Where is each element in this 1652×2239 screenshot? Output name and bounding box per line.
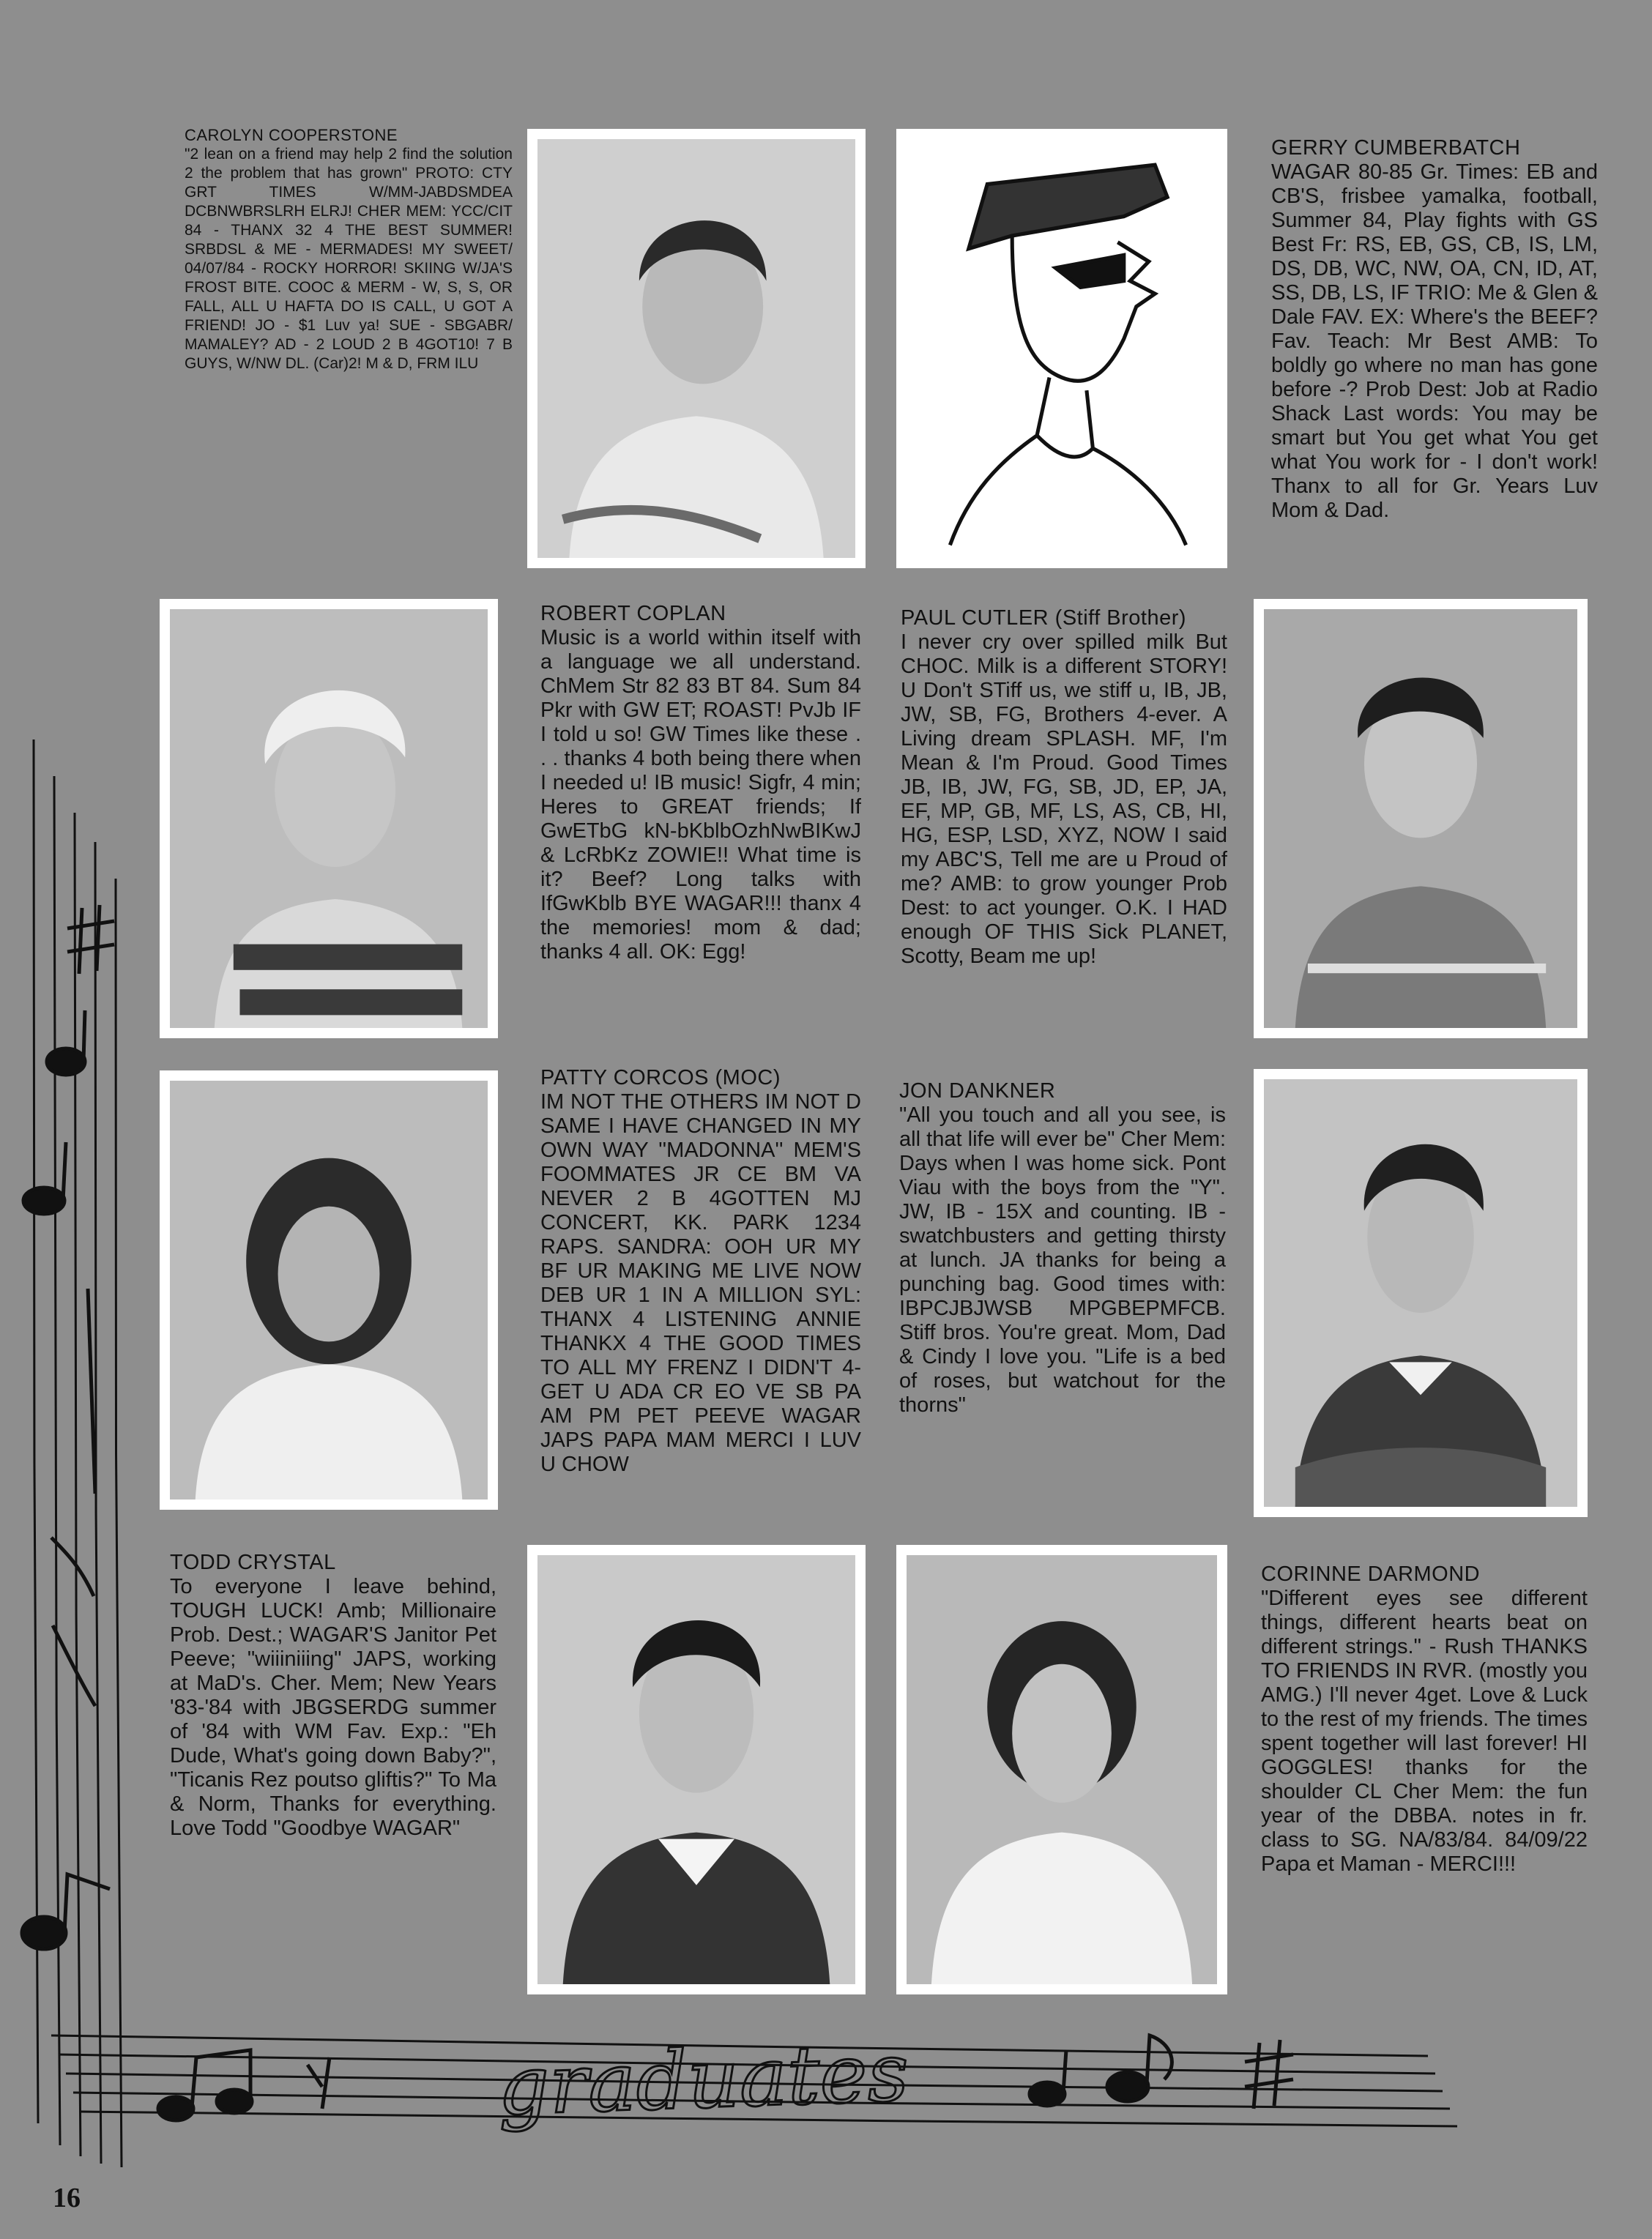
student-bio (1261, 1562, 1588, 1877)
portrait-silhouette-icon (170, 1081, 488, 1500)
student-bio (1271, 136, 1598, 523)
student-text: To everyone I leave behind, TOUGH LUCK! Amb; Millionaire Prob. Dest.; WAGAR'S Janitor Pet Peeve; "wiiiniiing" JAPS, working at MaD's. Cher. Mem; New Years '83-'84 with JBGSERDG summer of '84 with WM Fav. Exp.: "Eh Dude, What's going down Baby?", "Ticanis Rez poutso gliftis?" To Ma & Norm, Thanks for everything. Love Todd "Goodbye WAGAR" (170, 1575, 496, 1840)
student-text: Music is a world within itself with a language we all understand. ChMem Str 82 83 BT 84. Sum 84 Pkr with GW ET; ROAST! PvJb IF I told u so! GW Times like these . . . thanks 4 both being there when I needed u! IB music! Sigfr, 4 min; Heres to GREAT friends; If GwETbG kN-bKblbOzhNwBIKwJ & LcRbKz ZOWIE!! What time is it? Beef? Long talks with IfGwKblb BYE WAGAR!!! thanx 4 the memories! mom & dad; thanks 4 all. OK: Egg! (540, 626, 861, 964)
student-text: "2 lean on a friend may help 2 find the solution 2 the problem that has grown" PROTO: CTY GRT TIMES W/MM-JABDSMDEA DCBNWBRSLRH ELRJ! CHER MEM: YCC/CIT 84 - THANX 32 4 THE BEST SUMMER! SRBDSL & ME - MERMADES! MY SWEET/ 04/07/84 - ROCKY HORROR! SKIING W/JA'S FROST BITE. COOC & MERM - W, S, S, OR FALL, ALL U HAFTA DO IS CALL, U GOT A FRIEND! JO - $1 Luv ya! SUE - SBGABR/ MAMALEY? AD - 2 LOUD 2 B 4GOT10! 7 B GUYS, W/NW DL. (Car)2! M & D, FRM ILU (185, 146, 513, 372)
student-drawing (896, 129, 1227, 568)
student-portrait (160, 1070, 498, 1510)
portrait-silhouette-icon (537, 1555, 855, 1984)
student-name: CORINNE DARMOND (1261, 1562, 1481, 1586)
student-name: TODD CRYSTAL (170, 1551, 336, 1574)
student-name: PATTY CORCOS (MOC) (540, 1066, 781, 1089)
student-portrait (1254, 599, 1588, 1038)
page-number: 16 (53, 2183, 81, 2213)
student-text: IM NOT THE OTHERS IM NOT D SAME I HAVE CHANGED IN MY OWN WAY ''MADONNA'' MEM'S FOOMMATES JR CE BM VA NEVER 2 B 4GOTTEN MJ CONCERT, KK. PARK 1234 RAPS. SANDRA: OOH UR MY BF UR MAKING ME LIVE NOW DEB UR 1 IN A MILLION SYL: THANX 4 LISTENING ANNIE THANKX 4 THE GOOD TIMES TO ALL MY FRENZ I DIDN'T 4-GET U ADA CR EO VE SB PA AM PM PET PEEVE WAGAR JAPS PAPA MAM MERCI I LUV U CHOW (540, 1090, 861, 1476)
portrait-silhouette-icon (1264, 609, 1577, 1028)
student-portrait (527, 129, 866, 568)
student-text: "All you touch and all you see, is all that life will ever be" Cher Mem: Days when I was home sick. Pont Viau with the boys from the "Y". JW, IB - 15X and counting. IB - swatchbusters and getting thirsty at lunch. JA thanks for being a punching bag. Good times with: IBPCJBJWSB MPGBEPMFCB. Stiff bros. You're great. Mom, Dad & Cindy I love you. "Life is a bed of roses, but watchout for the thorns" (899, 1103, 1226, 1417)
portrait-silhouette-icon (1264, 1079, 1577, 1507)
student-bio (901, 606, 1227, 969)
student-name: JON DANKNER (899, 1079, 1056, 1103)
student-bio (540, 602, 861, 964)
student-portrait (527, 1545, 866, 1994)
student-text: WAGAR 80-85 Gr. Times: EB and CB'S, frisbee yamalka, football, Summer 84, Play fights with GS Best Fr: RS, EB, GS, CB, IS, LM, DS, DB, WC, NW, OA, CN, ID, AT, SS, DB, LS, IF TRIO: Me & Glen & Dale FAV. EX: Where's the BEEF? Fav. Teach: Mr Best AMB: To boldly go where no man has gone before -? Prob Dest: Job at Radio Shack Last words: You may be smart but You get what You get what You work for - I don't work! Thanx to all for Gr. Years Luv Mom & Dad. (1271, 160, 1598, 522)
portrait-silhouette-icon (537, 139, 855, 558)
student-name: PAUL CUTLER (Stiff Brother) (901, 606, 1187, 630)
portrait-silhouette-icon (170, 609, 488, 1028)
student-bio (899, 1079, 1226, 1417)
student-name: CAROLYN COOPERSTONE (185, 126, 398, 144)
student-name: GERRY CUMBERBATCH (1271, 136, 1521, 160)
student-bio (170, 1551, 496, 1841)
student-text: I never cry over spilled milk But CHOC. Milk is a different STORY! U Don't STiff us, we stiff u, IB, JB, JW, SB, FG, Brothers 4-ever. A Living dream SPLASH. MF, I'm Mean & I'm Proud. Good Times JB, IB, JW, FG, SB, JD, EP, JA, EF, MP, GB, MF, LS, AS, CB, HI, HG, ESP, LSD, XYZ, NOW I said my ABC'S, Tell me are u Proud of me? AMB: to grow younger Prob Dest: to act younger. O.K. I HAD enough OF THIS Sick PLANET, Scotty, Beam me up! (901, 630, 1227, 968)
student-bio (185, 126, 513, 373)
student-text: "Different eyes see different things, different hearts beat on different strings." - Rush THANKS TO FRIENDS IN RVR. (mostly you AMG.) I'll never 4get. Love & Luck to the rest of my friends. The times spent together will last forever! HI GOGGLES! thanks for the shoulder CL Cher Mem: the fun year of the DBBA. notes in fr. class to SG. NA/83/84. 84/09/22 Papa et Maman - MERCI!!! (1261, 1587, 1588, 1876)
student-bio (540, 1066, 861, 1477)
student-portrait (1254, 1069, 1588, 1517)
student-name: ROBERT COPLAN (540, 602, 726, 625)
sketch-portrait-icon (907, 139, 1217, 558)
graduates-banner: graduates (496, 2025, 910, 2134)
portrait-silhouette-icon (907, 1555, 1217, 1984)
student-portrait (160, 599, 498, 1038)
student-portrait (896, 1545, 1227, 1994)
